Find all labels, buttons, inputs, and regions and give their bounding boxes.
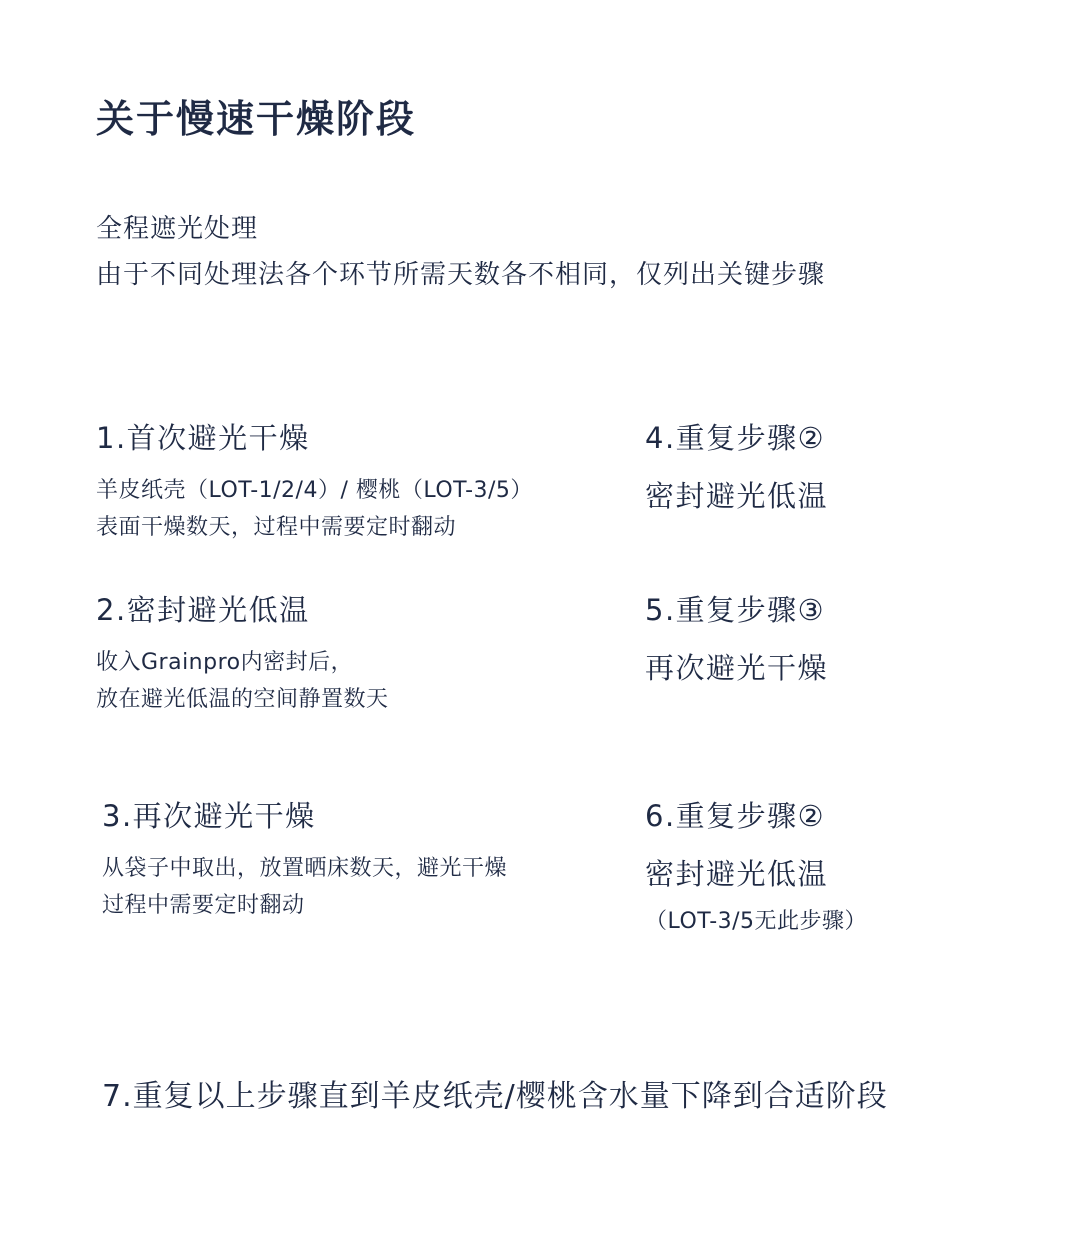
intro-line-1: 全程遮光处理 [96, 214, 259, 244]
step-6-note: （LOT-3/5无此步骤） [645, 909, 868, 934]
step-1-desc-line-1: 羊皮纸壳（LOT-1/2/4）/ 樱桃（LOT-3/5） [96, 478, 533, 503]
step-6 [645, 796, 867, 938]
step-2 [96, 590, 389, 718]
step-2-desc-line-1: 收入Grainpro内密封后， [96, 650, 354, 675]
step-3-title: 3.再次避光干燥 [102, 799, 316, 833]
step-4-title: 4.重复步骤② [645, 421, 826, 455]
page-title: 关于慢速干燥阶段 [96, 97, 417, 141]
step-6-title: 6.重复步骤② [645, 799, 826, 833]
intro-section [96, 206, 825, 298]
step-4 [645, 418, 828, 516]
intro-line-2: 由于不同处理法各个环节所需天数各不相同，仅列出关键步骤 [96, 260, 826, 290]
step-1 [96, 418, 533, 546]
final-step: 7.重复以上步骤直到羊皮纸壳/樱桃含水量下降到合适阶段 [102, 1079, 888, 1114]
step-3-desc-line-1: 从袋子中取出，放置晒床数天，避光干燥 [102, 856, 508, 881]
step-5-title: 5.重复步骤③ [645, 593, 826, 627]
step-2-desc-line-2: 放在避光低温的空间静置数天 [96, 687, 389, 712]
step-2-title: 2.密封避光低温 [96, 593, 310, 627]
step-1-title: 1.首次避光干燥 [96, 421, 310, 455]
step-3 [102, 796, 507, 924]
step-5 [645, 590, 828, 688]
step-5-sub: 再次避光干燥 [645, 651, 829, 685]
step-4-sub: 密封避光低温 [645, 479, 829, 513]
step-1-desc-line-2: 表面干燥数天，过程中需要定时翻动 [96, 515, 457, 540]
step-6-sub: 密封避光低温 [645, 857, 829, 891]
step-3-desc-line-2: 过程中需要定时翻动 [102, 893, 305, 918]
